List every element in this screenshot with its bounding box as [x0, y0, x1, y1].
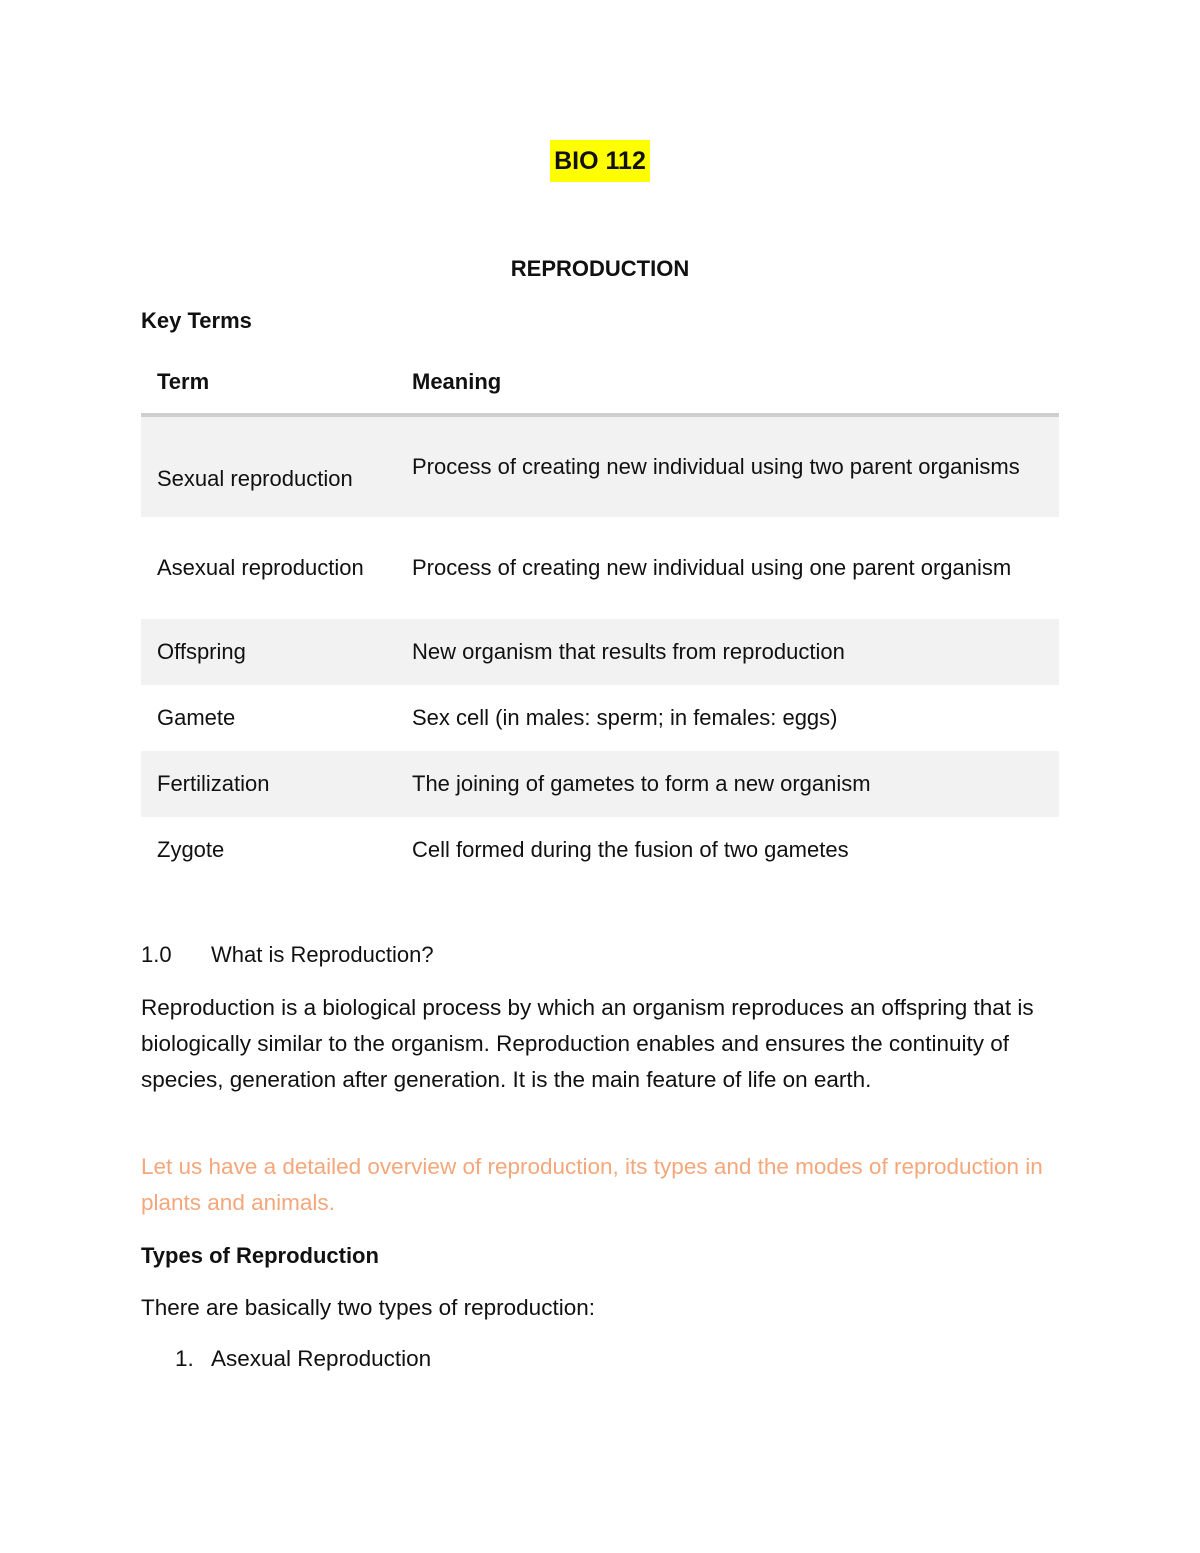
meaning-cell: The joining of gametes to form a new organism [396, 751, 1059, 817]
course-code: BIO 112 [550, 140, 650, 182]
types-heading: Types of Reproduction [141, 1243, 379, 1268]
list-marker: 1. [175, 1346, 194, 1371]
section-number: 1.0 [141, 942, 172, 967]
body-paragraph: Reproduction is a biological process by which an organism reproduces an offspring that is biologically similar to the organism. Reproduction enables and ensures the continuity of species, generation after generation. It is the main feature of life on earth. [141, 995, 1034, 1092]
term-cell: Sexual reproduction [141, 415, 396, 517]
term-cell: Offspring [141, 619, 396, 685]
table-header-row [141, 350, 1059, 415]
term-cell: Asexual reproduction [157, 555, 364, 580]
table-row [141, 817, 1059, 883]
term-cell: Gamete [157, 705, 236, 730]
term-cell: Zygote [157, 837, 225, 862]
column-header-meaning: Meaning [396, 350, 1059, 415]
meaning-cell: Cell formed during the fusion of two gametes [412, 837, 849, 862]
section-heading [141, 940, 434, 970]
table-row [141, 751, 1059, 817]
highlight-paragraph: Let us have a detailed overview of reproduction, its types and the modes of reproduction in plants and animals. [141, 1154, 1043, 1215]
section-title: What is Reproduction? [211, 942, 434, 967]
table-row [141, 619, 1059, 685]
key-terms-heading: Key Terms [141, 308, 252, 333]
topic-title: REPRODUCTION [510, 256, 690, 281]
types-intro: There are basically two types of reproduction: [141, 1295, 595, 1320]
table-row [141, 517, 1059, 619]
key-terms-table [141, 350, 1059, 883]
column-header-term: Term [141, 350, 396, 415]
list-item [175, 1344, 431, 1374]
meaning-cell: Process of creating new individual using two parent organisms [396, 415, 1059, 517]
course-title [141, 140, 1059, 182]
meaning-cell: Sex cell (in males: sperm; in females: eggs) [412, 705, 838, 730]
list-item-label: Asexual Reproduction [211, 1346, 432, 1371]
meaning-cell: Process of creating new individual using one parent organism [412, 555, 1012, 580]
table-row [141, 685, 1059, 751]
table-row [141, 415, 1059, 517]
term-cell: Fertilization [141, 751, 396, 817]
meaning-cell: New organism that results from reproduction [396, 619, 1059, 685]
